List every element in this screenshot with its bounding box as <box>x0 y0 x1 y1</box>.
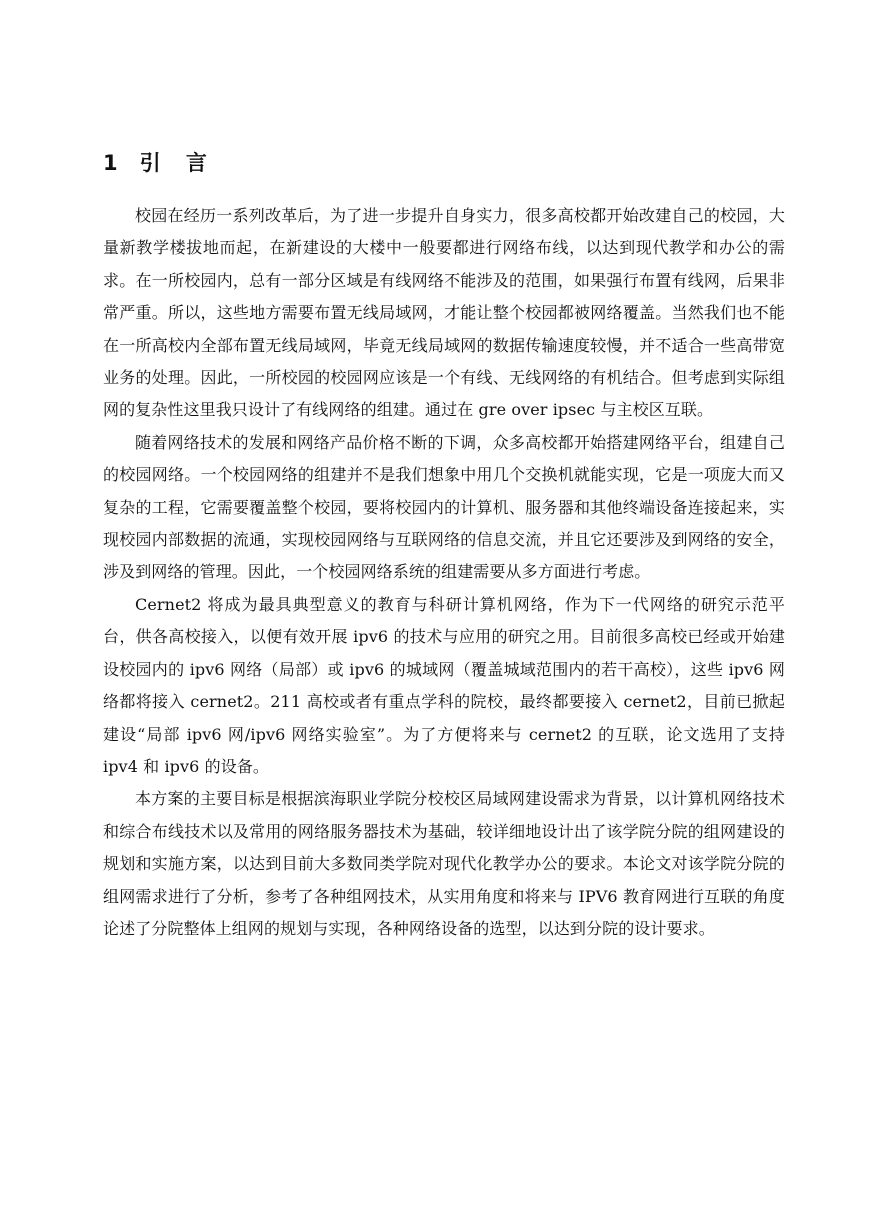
paragraph: 本方案的主要目标是根据滨海职业学院分校校区局域网建设需求为背景，以计算机网络技术和综合布线技术以及常用的网络服务器技术为基础，较详细地设计出了该学院分院的组网建设的规划和实施方案，以达到目前大多数同类学院对现代化教学办公的要求。本论文对该学院分院的组网需求进行了分析，参考了各种组网技术，从实用角度和将来与 IPV6 教育网进行互联的角度论述了分院整体上组网的规划与实现，各种网络设备的选型，以达到分院的设计要求。 <box>103 789 785 938</box>
section-title: 引 言 <box>139 151 216 175</box>
section-heading <box>103 148 216 178</box>
paragraph: Cernet2 将成为最具典型意义的教育与科研计算机网络，作为下一代网络的研究示范平台，供各高校接入，以便有效开展 ipv6 的技术与应用的研究之用。目前很多高校已经或开始建设校园内的 ipv6 网络（局部）或 ipv6 的城域网（覆盖城域范围内的若干高校），这些 ipv6 网络都将接入 cernet2。211 高校或者有重点学科的院校，最终都要接入 cernet2，目前已掀起建设“局部 ipv6 网/ipv6 网络实验室”。为了方便将来与 cernet2 的互联，论文选用了支持 ipv4 和 ipv6 的设备。 <box>103 594 785 776</box>
section-body <box>103 200 785 945</box>
section-number: 1 <box>103 151 118 175</box>
paragraph: 校园在经历一系列改革后，为了进一步提升自身实力，很多高校都开始改建自己的校园，大量新教学楼拔地而起，在新建设的大楼中一般要都进行网络布线，以达到现代教学和办公的需求。在一所校园内，总有一部分区域是有线网络不能涉及的范围，如果强行布置有线网，后果非常严重。所以，这些地方需要布置无线局域网，才能让整个校园都被网络覆盖。当然我们也不能在一所高校内全部布置无线局域网，毕竟无线局域网的数据传输速度较慢，并不适合一些高带宽业务的处理。因此，一所校园的校园网应该是一个有线、无线网络的有机结合。但考虑到实际组网的复杂性这里我只设计了有线网络的组建。通过在 gre over ipsec 与主校区互联。 <box>103 206 785 420</box>
paragraph: 随着网络技术的发展和网络产品价格不断的下调，众多高校都开始搭建网络平台，组建自己的校园网络。一个校园网络的组建并不是我们想象中用几个交换机就能实现，它是一项庞大而又复杂的工程，它需要覆盖整个校园，要将校园内的计算机、服务器和其他终端设备连接起来，实现校园内部数据的流通，实现校园网络与互联网络的信息交流，并且它还要涉及到网络的安全，涉及到网络的管理。因此，一个校园网络系统的组建需要从多方面进行考虑。 <box>103 432 785 582</box>
